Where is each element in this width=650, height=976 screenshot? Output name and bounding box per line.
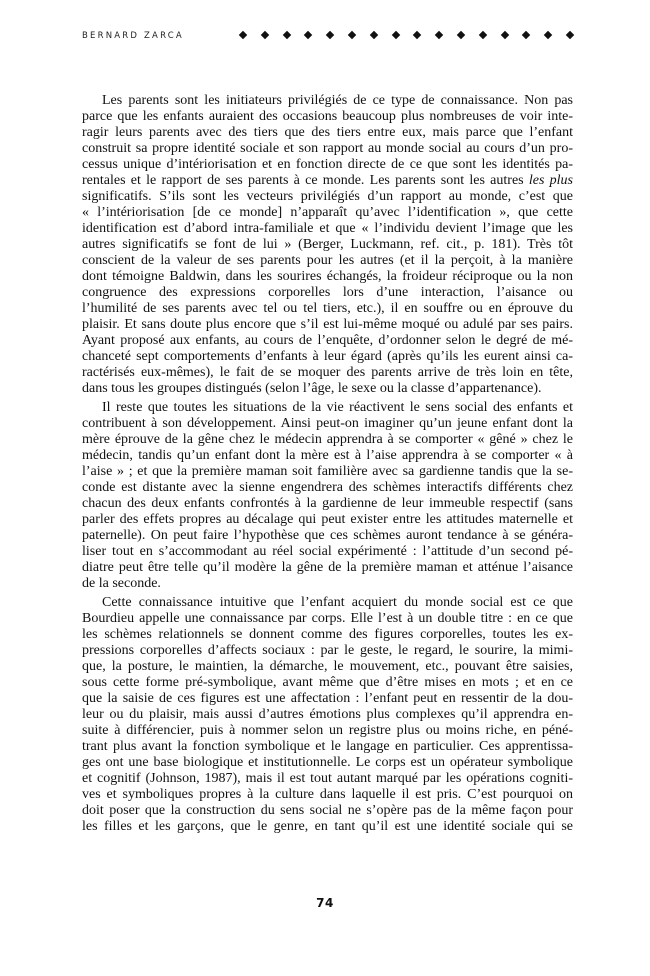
diamond-ornament-icon [304,31,312,39]
diamond-ornament-icon [413,31,421,39]
text-line: contribuent à son développement. Ainsi peut-on imaginer qu’un jeune enfant dont la [82,416,573,431]
text-line: les filles et les garçons, que le genre, en tant qu’il est une identité sociale qui se [82,819,573,834]
text-line: parce que les enfants auraient des occasions beaucoup plus nombreuses de voir inte- [82,109,573,124]
body-text [82,93,573,838]
text-line: liser tout en s’accommodant au réel social expérimenté : l’attitude d’un second pé- [82,544,573,559]
diamond-ornament-icon [457,31,465,39]
text-line: mère éprouve de la gêne chez le médecin apprendra à se comporter « gêné » chez le [82,432,573,447]
diamond-ornament-icon [435,31,443,39]
text-line: ractérisés eux-mêmes), le fait de se moquer des parents arrive de très loin en tête, [82,365,573,380]
text-line: conde est distante avec la sienne engendrera des schèmes interactifs différents chez [82,480,573,495]
paragraph [82,93,573,397]
running-header [82,29,573,45]
text-line: de la seconde. [82,576,161,591]
text-line: ves et symboliques propres à la culture dans laquelle il est pris. C’est pourquoi on [82,787,573,802]
text-line: dont témoigne Baldwin, dans les sourires échangés, la froideur réciproque ou la non [82,269,573,284]
text-line: diatre peut être telle qu’il modère la gêne de la première maman et atténue l’aisance [82,560,573,575]
running-head-author: BERNARD ZARCA [82,31,184,41]
text-line: Les parents sont les initiateurs privilégiés de ce type de connaissance. Non pas [102,93,573,108]
text-line: autres significatifs se font de lui » (Berger, Luckmann, ref. cit., p. 181). Très tôt [82,237,573,252]
text-line: Cette connaissance intuitive que l’enfant acquiert du monde social est ce que [102,595,573,610]
diamond-ornament-icon [239,31,247,39]
text-line: ges ont une base biologique et institutionnelle. Le corps est un opérateur symbolique [82,755,573,770]
text-line: trant plus avant la fonction symbolique et le langage en particulier. Ces apprentissa- [82,739,573,754]
text-line: leur ou du plaisir, mais aussi d’autres émotions plus complexes qu’il apprendra en- [82,707,573,722]
ornament-rule [240,32,573,38]
text-line: que la saisie de ces figures est une affectation : l’enfant peut en ressentir de la dou- [82,691,573,706]
diamond-ornament-icon [370,31,378,39]
text-line: chacun des deux enfants confrontés à la gardienne de leur immeuble respectif (sans [82,496,573,511]
diamond-ornament-icon [522,31,530,39]
text-line: paternelle). On peut faire l’hypothèse que ces schèmes auront tendance à se généra- [82,528,573,543]
text-line: cessus unique d’intériorisation et en fonction directe de ce que sont les identités pa- [82,157,573,172]
diamond-ornament-icon [326,31,334,39]
diamond-ornament-icon [500,31,508,39]
text-segment: rentales et le rapport de ses parents à ce monde. Les parents sont les autres [82,173,529,188]
text-line: « l’intériorisation [de ce monde] n’apparaît qu’avec l’identification », que cette [82,205,573,220]
text-line: significatifs. S’ils sont les vecteurs privilégiés d’un rapport au monde, c’est que [82,189,573,204]
paragraph [82,400,573,592]
diamond-ornament-icon [566,31,574,39]
paragraph [82,595,573,835]
text-line: que, la posture, le maintien, la démarche, le mouvement, etc., pouvant être saisies, [82,659,573,674]
text-line: plaisir. Et sans doute plus encore que s’il est lui-même moqué ou adulé par ses pairs. [82,317,573,332]
diamond-ornament-icon [479,31,487,39]
text-line: identification est d’abord intra-familiale et que « l’individu devient l’image que les [82,221,573,236]
diamond-ornament-icon [348,31,356,39]
text-line: chanceté sept comportements d’enfants à leur égard (après qu’ils les eurent ainsi ca- [82,349,573,364]
diamond-ornament-icon [282,31,290,39]
text-line: conscient de la valeur de ses parents pour les autres (et il la perçoit, à la manière [82,253,573,268]
text-line: l’humilité de ses parents avec tel ou tel tiers, etc.), il en souffre ou en éprouve du [82,301,573,316]
diamond-ornament-icon [391,31,399,39]
text-line: et cognitif (Johnson, 1987), mais il est tout autant marqué par les opérations cogniti- [82,771,573,786]
text-line: Bourdieu appelle une connaissance par corps. Elle l’est à un double titre : en ce que [82,611,573,626]
text-line: médecin, tandis qu’un enfant dont la mère est à l’aise apprendra à se comporter « à [82,448,573,463]
emphasis-text: les plus [528,173,573,188]
text-line: parler des effets propres au décalage qui peut exister entre les attitudes maternelle et [82,512,573,527]
page-number: 74 [316,896,334,910]
text-line: Il reste que toutes les situations de la vie réactivent le sens social des enfants et [102,400,573,415]
diamond-ornament-icon [544,31,552,39]
text-line: doit poser que la construction du sens social ne s’opère pas de la même façon pour [82,803,573,818]
text-line: construit sa propre identité sociale et son rapport au monde social au cours d’un pro- [82,141,573,156]
text-line: suite à différencier, puis à nommer selon un registre plus ou moins riche, en péné- [82,723,573,738]
text-line: les schèmes relationnels se donnent comme des figures corporelles, toutes les ex- [82,627,573,642]
text-line: dans tous les groupes distingués (selon l’âge, le sexe ou la classe d’appartenance). [82,381,542,396]
text-line: Ayant proposé aux enfants, au cours de l’enquête, d’ordonner selon le degré de mé- [82,333,573,348]
text-line: l’aise » ; et que la première maman soit familière avec sa gardienne tandis que la se- [82,464,573,479]
text-line [82,173,573,189]
text-line: pressions corporelles d’affects sociaux : par le geste, le regard, le sourire, la mimi- [82,643,573,658]
text-line: congruence des expressions corporelles lors d’une interaction, l’aisance ou [82,285,573,300]
diamond-ornament-icon [261,31,269,39]
text-line: sous cette forme pré-symbolique, avant même que d’être mises en mots ; et en ce [82,675,573,690]
text-line: ragir leurs parents avec des tiers que des tiers entre eux, mais parce que l’enfant [82,125,573,140]
